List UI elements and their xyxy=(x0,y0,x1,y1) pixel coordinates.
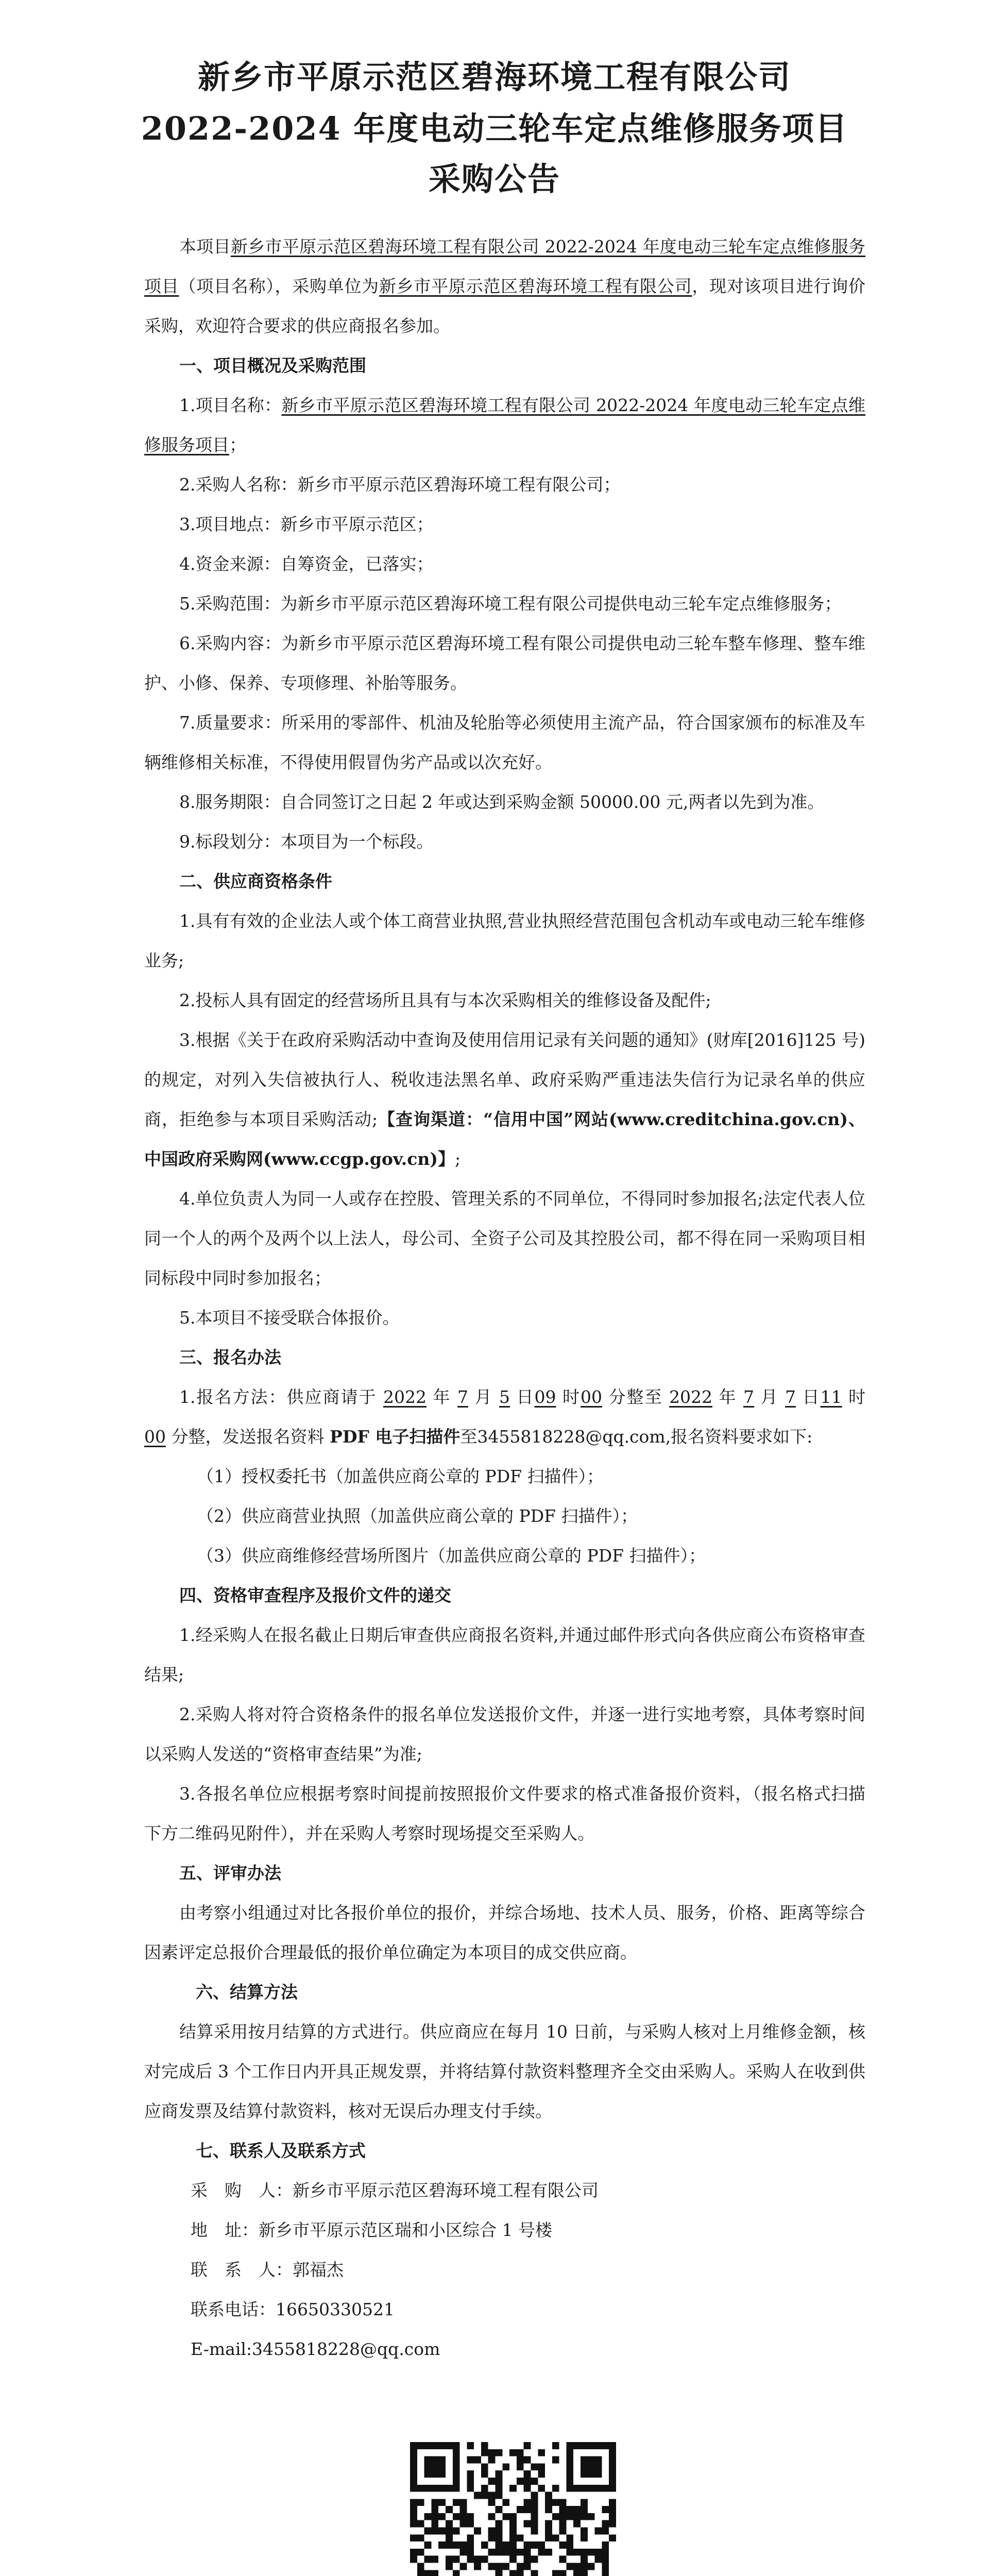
title-line-1: 新乡市平原示范区碧海环境工程有限公司 xyxy=(197,58,791,96)
s5-paragraph: 由考察小组通过对比各报价单位的报价，并综合场地、技术人员、服务，价格、距离等综合因素评定总报价合理最低的报价单位确定为本项目的成交供应商。 xyxy=(144,1903,865,1962)
s1-item-7: 7.质量要求：所采用的零部件、机油及轮胎等必须使用主流产品，符合国家颁布的标准及车辆维修相关标准，不得使用假冒伪劣产品或以次充好。 xyxy=(144,713,865,772)
s2-item-1: 1.具有有效的企业法人或个体工商营业执照,营业执照经营范围包含机动车或电动三轮车维修业务; xyxy=(144,911,865,971)
section-heading-2: 二、供应商资格条件 xyxy=(179,871,332,891)
start-hour: 09 xyxy=(534,1387,556,1407)
qr-code xyxy=(410,2442,616,2576)
s2-item-3: 3.根据《关于在政府采购活动中查询及使用信用记录有关问题的通知》(财库[2016]125 号)的规定，对列入失信被执行人、税收违法黑名单、政府采购严重违法失信行为记录名单的供应商，拒绝参与本项目采购活动;【查询渠道：“信用中国”网站(www.creditchina.gov.cn)、中国政府采购网(www.ccgp.gov.cn)】; xyxy=(144,1030,865,1169)
s1-project-name: 新乡市平原示范区碧海环境工程有限公司 2022-2024 年度电动三轮车定点维修服务项目 xyxy=(144,395,865,455)
section-heading-6: 六、结算方法 xyxy=(196,1982,298,2002)
s6-paragraph: 结算采用按月结算的方式进行。供应商应在每月 10 日前，与采购人核对上月维修金额，核对完成后 3 个工作日内开具正规发票，并将结算付款资料整理齐全交由采购人。采购人在收到供应商发票及结算付款资料，核对无误后办理支付手续。 xyxy=(144,2022,865,2121)
end-month: 7 xyxy=(743,1387,755,1407)
s1-item-3: 3.项目地点：新乡市平原示范区； xyxy=(179,514,434,534)
contact-person: 联 系 人：郭福杰 xyxy=(191,2260,344,2280)
intro-paragraph: 本项目新乡市平原示范区碧海环境工程有限公司 2022-2024 年度电动三轮车定点维修服务项目（项目名称），采购单位为新乡市平原示范区碧海环境工程有限公司，现对该项目进行询价采购，欢迎符合要求的供应商报名参加。 xyxy=(144,236,866,336)
contact-purchaser: 采 购 人：新乡市平原示范区碧海环境工程有限公司 xyxy=(191,2180,599,2200)
start-minute: 00 xyxy=(581,1387,603,1407)
end-hour: 11 xyxy=(820,1387,842,1407)
project-name: 新乡市平原示范区碧海环境工程有限公司 2022-2024 年度电动三轮车定点维修服务项目 xyxy=(144,236,865,296)
title-line-2: 2022-2024 年度电动三轮车定点维修服务项目 xyxy=(141,110,848,147)
end-year: 2022 xyxy=(669,1387,713,1407)
section-heading-4: 四、资格审查程序及报价文件的递交 xyxy=(179,1585,451,1605)
contact-address: 地 址：新乡市平原示范区瑞和小区综合 1 号楼 xyxy=(191,2220,552,2240)
s4-item-2: 2.采购人将对符合资格条件的报名单位发送报价文件，并逐一进行实地考察，具体考察时间以采购人发送的“资格审查结果”为准; xyxy=(144,1704,865,1764)
contact-email: E-mail:3455818228@qq.com xyxy=(191,2339,440,2359)
s2-item-4: 4.单位负责人为同一人或存在控股、管理关系的不同单位，不得同时参加报名;法定代表人位同一个人的两个及两个以上法人，母公司、全资子公司及其控股公司，都不得在同一采购项目相同标段中同时参加报名； xyxy=(144,1189,865,1288)
section-heading-7: 七、联系人及联系方式 xyxy=(196,2141,366,2161)
s1-item-1: 1.项目名称：新乡市平原示范区碧海环境工程有限公司 2022-2024 年度电动三轮车定点维修服务项目； xyxy=(144,395,865,455)
s1-item-6: 6.采购内容：为新乡市平原示范区碧海环境工程有限公司提供电动三轮车整车修理、整车维护、小修、保养、专项修理、补胎等服务。 xyxy=(144,633,865,693)
query-channels: 【查询渠道：“信用中国”网站(www.creditchina.gov.cn)、中国政府采购网(www.ccgp.gov.cn)】 xyxy=(144,1109,865,1169)
section-heading-5: 五、评审办法 xyxy=(179,1863,281,1883)
s2-item-2: 2.投标人具有固定的经营场所且具有与本次采购相关的维修设备及配件; xyxy=(179,990,711,1010)
s1-item-9: 9.标段划分：本项目为一个标段。 xyxy=(179,832,434,852)
s3-item-1: 1.报名方法：供应商请于 2022 年 7 月 5 日09 时00 分整至 2022 年 7 月 7 日11 时00 分整，发送报名资料 PDF 电子扫描件至3455818228@qq.com,报名资料要求如下: xyxy=(144,1387,866,1447)
announcement-body xyxy=(144,227,865,2369)
start-year: 2022 xyxy=(383,1387,427,1407)
end-day: 7 xyxy=(785,1387,796,1407)
section-heading-3: 三、报名办法 xyxy=(179,1347,281,1367)
s1-item-2: 2.采购人名称：新乡市平原示范区碧海环境工程有限公司； xyxy=(179,474,621,495)
s1-item-8: 8.服务期限：自合同签订之日起 2 年或达到采购金额 50000.00 元,两者以先到为准。 xyxy=(179,792,825,812)
section-heading-1: 一、项目概况及采购范围 xyxy=(179,355,366,376)
title-line-3: 采购公告 xyxy=(428,160,560,198)
s3-sub-1: （1）授权委托书（加盖供应商公章的 PDF 扫描件）； xyxy=(197,1466,604,1486)
s4-item-3: 3.各报名单位应根据考察时间提前按照报价文件要求的格式准备报价资料，（报名格式扫描下方二维码见附件），并在采购人考察时现场提交至采购人。 xyxy=(144,1784,865,1843)
start-day: 5 xyxy=(499,1387,510,1407)
end-minute: 00 xyxy=(144,1427,166,1447)
pdf-scan-emphasis: PDF 电子扫描件 xyxy=(330,1427,461,1447)
s3-sub-2: （2）供应商营业执照（加盖供应商公章的 PDF 扫描件）； xyxy=(197,1506,638,1526)
s4-item-1: 1.经采购人在报名截止日期后审查供应商报名资料,并通过邮件形式向各供应商公布资格审查结果; xyxy=(144,1625,865,1685)
purchaser-name: 新乡市平原示范区碧海环境工程有限公司 xyxy=(379,276,692,296)
contact-phone: 联系电话：16650330521 xyxy=(191,2299,395,2319)
s1-item-4: 4.资金来源：自筹资金，已落实； xyxy=(179,554,434,574)
start-month: 7 xyxy=(457,1387,468,1407)
s2-item-5: 5.本项目不接受联合体报价。 xyxy=(179,1308,400,1328)
s1-item-5: 5.采购范围：为新乡市平原示范区碧海环境工程有限公司提供电动三轮车定点维修服务； xyxy=(179,594,842,614)
s3-sub-3: （3）供应商维修经营场所图片（加盖供应商公章的 PDF 扫描件）； xyxy=(197,1546,706,1566)
